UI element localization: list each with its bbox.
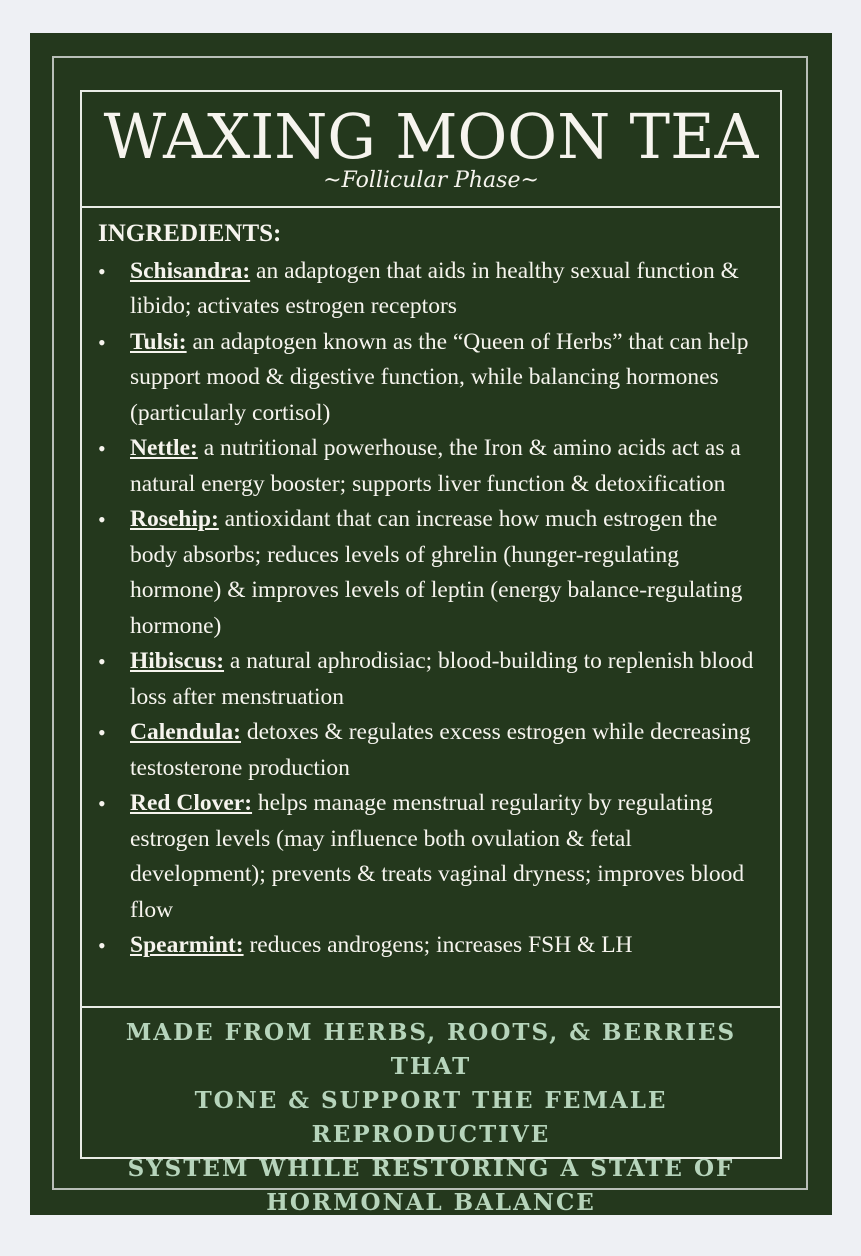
ingredient-item xyxy=(98,254,768,325)
footer-line: TONE & SUPPORT THE FEMALE REPRODUCTIVE xyxy=(194,1087,668,1148)
ingredient-item xyxy=(98,715,768,786)
ingredient-description: helps manage menstrual regularity by regulating estrogen levels (may influence both ovulation & fetal development); prevents & treats vaginal dryness; improves blood flow xyxy=(130,790,745,923)
ingredient-description: reduces androgens; increases FSH & LH xyxy=(243,932,633,958)
subtitle: ~Follicular Phase~ xyxy=(323,168,539,193)
footer-line: HORMONAL BALANCE xyxy=(266,1189,596,1216)
ingredient-description: detoxes & regulates excess estrogen while decreasing testosterone production xyxy=(130,719,751,781)
footer-tagline xyxy=(82,1006,780,1216)
tea-label-card xyxy=(30,33,832,1215)
bullet-icon: • xyxy=(98,436,106,461)
bullet-icon: • xyxy=(98,791,106,816)
ingredient-description: an adaptogen known as the “Queen of Herbs” that can help support mood & digestive function, while balancing hormones (particularly cortisol) xyxy=(130,328,749,426)
bullet-icon: • xyxy=(98,258,106,284)
ingredient-name: Hibiscus: xyxy=(130,648,225,674)
bullet-icon: • xyxy=(98,933,106,958)
ingredient-item xyxy=(98,325,768,432)
footer-line: MADE FROM HERBS, ROOTS, & BERRIES THAT xyxy=(125,1019,737,1080)
ingredient-name: Red Clover: xyxy=(130,790,253,816)
bullet-icon: • xyxy=(98,329,106,355)
footer-line: SYSTEM WHILE RESTORING A STATE OF xyxy=(127,1155,735,1182)
ingredient-item xyxy=(98,502,768,644)
title-section xyxy=(82,92,780,208)
ingredient-name: Schisandra: xyxy=(130,257,251,284)
ingredient-name: Calendula: xyxy=(130,719,241,745)
ingredient-name: Spearmint: xyxy=(130,932,244,958)
ingredient-description: a nutritional powerhouse, the Iron & amino acids act as a natural energy booster; supports liver function & detoxification xyxy=(130,435,741,497)
bullet-icon: • xyxy=(98,507,106,532)
ingredient-name: Rosehip: xyxy=(130,506,219,532)
bullet-icon: • xyxy=(98,720,106,745)
ingredient-description: an adaptogen that aids in healthy sexual function & libido; activates estrogen receptors xyxy=(130,257,739,319)
ingredient-name: Nettle: xyxy=(130,435,198,461)
ingredient-description: a natural aphrodisiac; blood-building to replenish blood loss after menstruation xyxy=(130,648,754,710)
ingredient-item xyxy=(98,431,768,502)
ingredient-list xyxy=(98,254,768,964)
ingredient-item xyxy=(98,644,768,715)
ingredient-item xyxy=(98,786,768,928)
ingredient-item xyxy=(98,928,768,964)
inner-border xyxy=(80,90,782,1216)
ingredient-description: antioxidant that can increase how much estrogen the body absorbs; reduces levels of ghrelin (hunger-regulating hormone) & improves levels of leptin (energy balance-regulating hormone) xyxy=(130,506,743,639)
bullet-icon: • xyxy=(98,649,106,674)
ingredient-name: Tulsi: xyxy=(130,328,187,355)
ingredients-heading: INGREDIENTS: xyxy=(98,220,282,247)
ingredients-section xyxy=(98,220,768,964)
page-title: WAXING MOON TEA xyxy=(103,100,759,173)
